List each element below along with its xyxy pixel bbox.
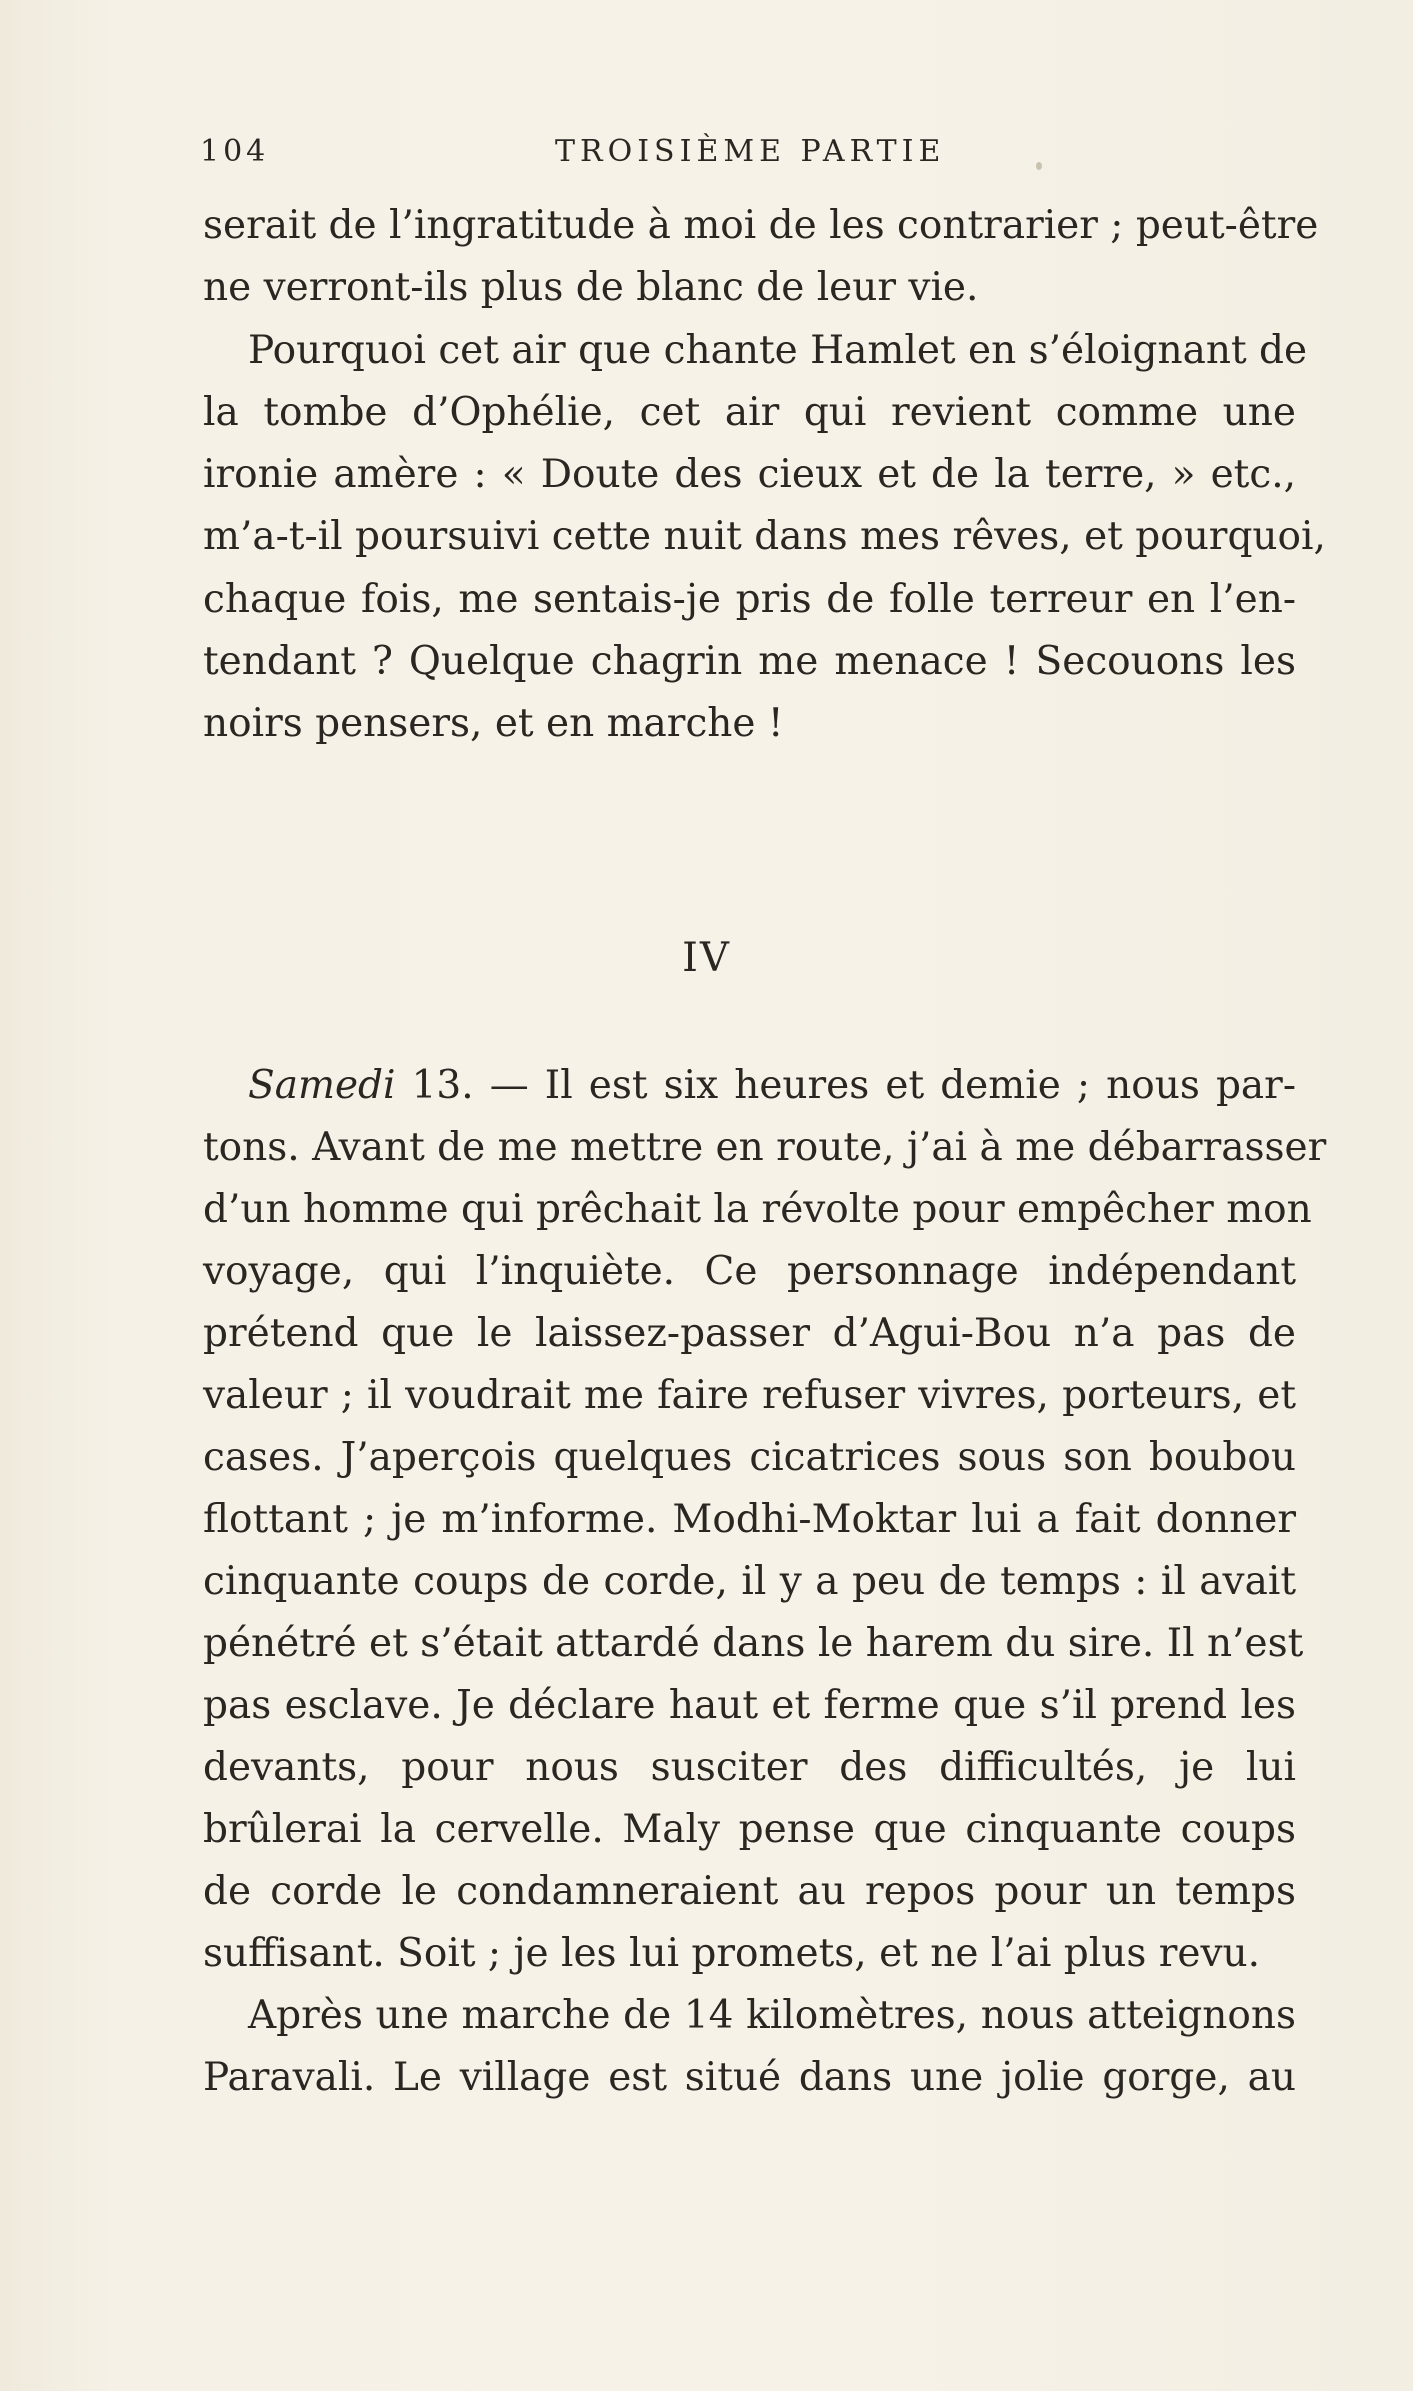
paper-speck [1036, 162, 1042, 170]
text-line: cinquante coups de corde, il y a peu de temps : il avait [203, 1559, 1296, 1604]
text-line: la tombe d’Ophélie, cet air qui revient comme une [203, 389, 1296, 435]
date-line-rest: 13. — Il est six heures et demie ; nous par- [395, 1063, 1296, 1108]
text-line: flottant ; je m’informe. Modhi-Moktar lui a fait donner [203, 1497, 1296, 1542]
text-line: tons. Avant de me mettre en route, j’ai à me débarrasser [203, 1125, 1327, 1170]
text-line: devants, pour nous susciter des difficultés, je lui [203, 1745, 1296, 1790]
text-line: voyage, qui l’inquiète. Ce personnage indépendant [203, 1249, 1296, 1294]
date-italic: Samedi [248, 1063, 396, 1108]
text-line: pas esclave. Je déclare haut et ferme que s’il prend les [203, 1683, 1296, 1728]
paragraph-block-1 [203, 195, 1326, 756]
text-line: valeur ; il voudrait me faire refuser vivres, porteurs, et [203, 1373, 1296, 1418]
text-line: Paravali. Le village est situé dans une jolie gorge, au [203, 2055, 1296, 2100]
text-line: ironie amère : « Doute des cieux et de la terre, » etc., [203, 452, 1296, 498]
text-line: pénétré et s’était attardé dans le harem du sire. Il n’est [203, 1621, 1304, 1666]
text-line: serait de l’ingratitude à moi de les contrarier ; peut-être [203, 203, 1319, 248]
text-line: chaque fois, me sentais-je pris de folle terreur en l’en- [203, 576, 1296, 622]
text-line: Pourquoi cet air que chante Hamlet en s’éloignant de [248, 327, 1308, 373]
text-line: m’a-t-il poursuivi cette nuit dans mes rêves, et pourquoi, [203, 514, 1326, 560]
text-line: noirs pensers, et en marche ! [203, 701, 784, 747]
text-line: brûlerai la cervelle. Maly pense que cinquante coups [203, 1807, 1296, 1852]
page-header [200, 134, 1300, 174]
text-line: suffisant. Soit ; je les lui promets, et ne l’ai plus revu. [203, 1931, 1261, 1976]
text-line: tendant ? Quelque chagrin me menace ! Secouons les [203, 639, 1296, 685]
text-line: d’un homme qui prêchait la révolte pour empêcher mon [203, 1187, 1312, 1232]
text-line-first [203, 1055, 1296, 1117]
text-line: ne verront-ils plus de blanc de leur vie. [203, 265, 979, 311]
text-line: prétend que le laissez-passer d’Agui-Bou n’a pas de [203, 1311, 1296, 1356]
text-line: cases. J’aperçois quelques cicatrices sous son boubou [203, 1435, 1296, 1480]
text-line: de corde le condamneraient au repos pour un temps [203, 1869, 1296, 1914]
chapter-heading: IV [682, 935, 731, 981]
paragraph-block-2 [203, 1055, 1327, 2109]
page-number: 104 [200, 134, 270, 169]
running-title: TROISIÈME PARTIE [555, 134, 946, 169]
text-line: Après une marche de 14 kilomètres, nous atteignons [248, 1993, 1296, 2038]
